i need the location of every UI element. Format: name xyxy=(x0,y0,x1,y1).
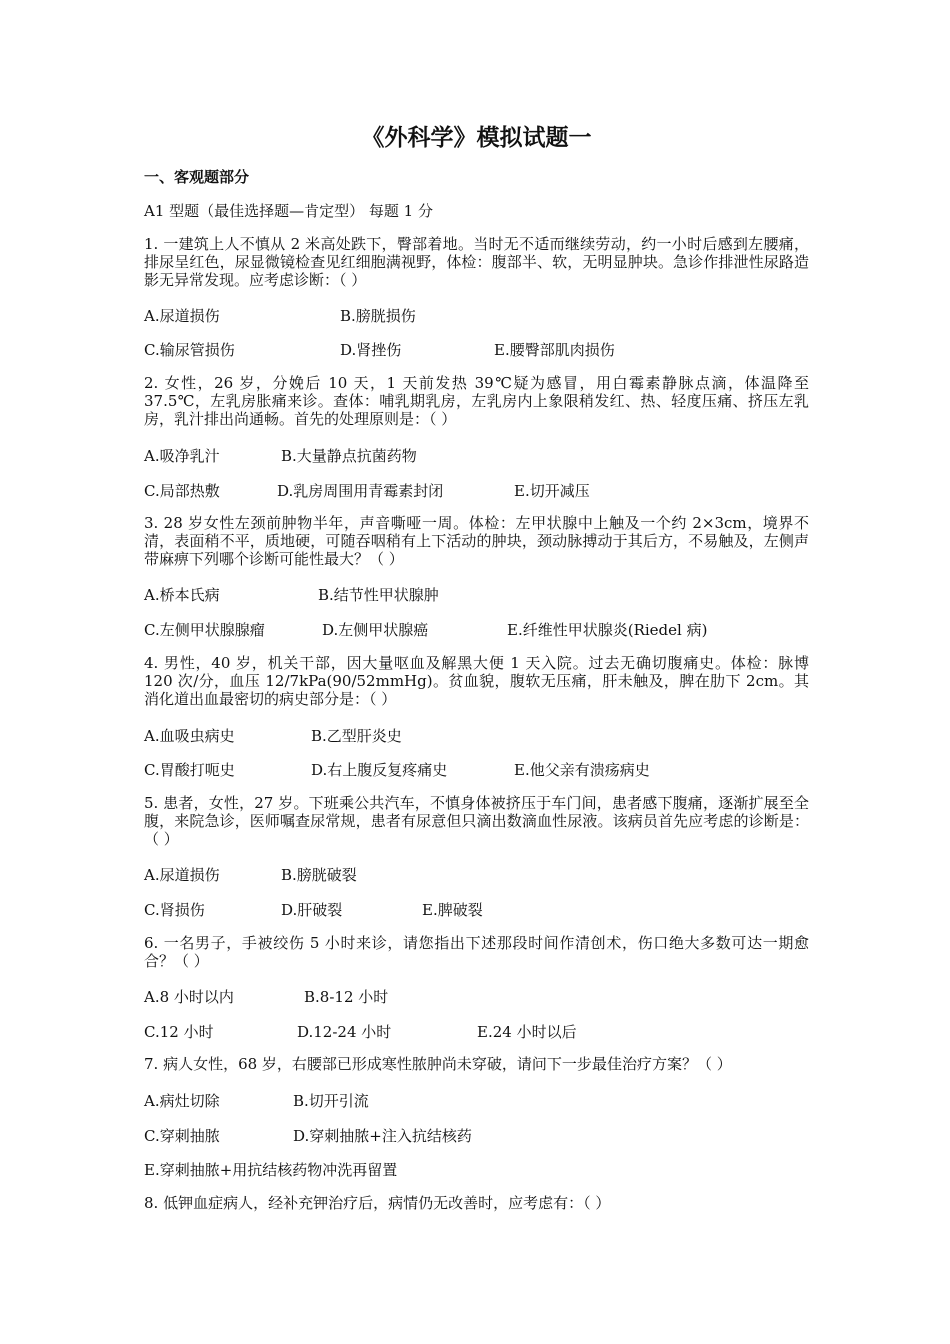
option-row xyxy=(144,480,809,500)
option: E.他父亲有溃疡病史 xyxy=(514,761,650,779)
option: C.12 小时 xyxy=(144,1023,214,1041)
option: B.大量静点抗菌药物 xyxy=(281,447,417,465)
option-row xyxy=(144,759,809,779)
option-row xyxy=(144,899,809,919)
option: E.切开减压 xyxy=(514,482,590,500)
option: B.结节性甲状腺肿 xyxy=(318,586,439,604)
option: D.乳房周围用青霉素封闭 xyxy=(277,482,444,500)
option: C.肾损伤 xyxy=(144,901,205,919)
option: E.24 小时以后 xyxy=(477,1023,577,1041)
option: A.尿道损伤 xyxy=(144,866,220,884)
option: A.8 小时以内 xyxy=(144,988,234,1006)
option: B.乙型肝炎史 xyxy=(311,727,402,745)
page-title: 《外科学》模拟试题一 xyxy=(361,125,592,151)
option-row xyxy=(144,305,809,325)
option: D.肝破裂 xyxy=(281,901,343,919)
option: C.左侧甲状腺腺瘤 xyxy=(144,621,265,639)
option-row xyxy=(144,584,809,604)
option: E.穿刺抽脓+用抗结核药物冲洗再留置 xyxy=(144,1161,398,1179)
option: C.穿刺抽脓 xyxy=(144,1127,220,1145)
option: D.12-24 小时 xyxy=(297,1023,392,1041)
option: A.吸净乳汁 xyxy=(144,447,220,465)
option-row xyxy=(144,1159,809,1179)
question-stem: 1. 一建筑上人不慎从 2 米高处跌下，臀部着地。当时无不适而继续劳动，约一小时后感到左腰痛，排尿呈红色，尿显微镜检查见红细胞满视野，体检：腹部半、软，无明显肿块。急诊作排泄性尿路造影无异常发现。应考虑诊断：（ ） xyxy=(144,235,809,289)
option-row xyxy=(144,986,809,1006)
question-stem: 7. 病人女性，68 岁，右腰部已形成寒性脓肿尚未穿破，请问下一步最佳治疗方案？（ ） xyxy=(144,1055,732,1073)
option: C.胃酸打呃史 xyxy=(144,761,235,779)
option: B.8-12 小时 xyxy=(304,988,389,1006)
question-stem: 5. 患者，女性，27 岁。下班乘公共汽车，不慎身体被挤压于车门间，患者感下腹痛，逐渐扩展至全腹，来院急诊，医师嘱查尿常规，患者有尿意但只滴出数滴血性尿液。该病员首先应考虑的诊断是：（ ） xyxy=(144,794,809,848)
question-stem: 3. 28 岁女性左颈前肿物半年，声音嘶哑一周。体检：左甲状腺中上触及一个约 2×3cm，境界不清，表面稍不平，质地硬，可随吞咽稍有上下活动的肿块，颈动脉搏动于其后方，不易触及，左侧声带麻痹下列哪个诊断可能性最大？（ ） xyxy=(144,514,809,568)
option: A.病灶切除 xyxy=(144,1092,220,1110)
option: D.肾挫伤 xyxy=(340,341,402,359)
option: C.输尿管损伤 xyxy=(144,341,235,359)
option-row xyxy=(144,339,809,359)
option: C.局部热敷 xyxy=(144,482,220,500)
option-row xyxy=(144,1125,809,1145)
question-stem: 4. 男性，40 岁，机关干部，因大量呕血及解黑大便 1 天入院。过去无确切腹痛史。体检：脉博 120 次/分，血压 12/7kPa(90/52mmHg)。贫血貌，腹软无压痛，肝未触及，脾在肋下 2cm。其消化道出血最密切的病史部分是：（ ） xyxy=(144,654,809,708)
option-row xyxy=(144,1090,809,1110)
option-row xyxy=(144,725,809,745)
question-stem: 2. 女性，26 岁，分娩后 10 天，1 天前发热 39℃疑为感冒，用白霉素静脉点滴，体温降至 37.5℃，左乳房胀痛来诊。查体：哺乳期乳房，左乳房内上象限稍发红、热、轻度压痛、挤压左乳房，乳汁排出尚通畅。首先的处理原则是：（ ） xyxy=(144,374,809,428)
option: A.桥本氏病 xyxy=(144,586,220,604)
section-heading: 一、客观题部分 xyxy=(144,168,250,186)
question-type-intro: A1 型题（最佳选择题—肯定型） 每题 1 分 xyxy=(144,202,433,220)
question-stem: 6. 一名男子，手被绞伤 5 小时来诊，请您指出下述那段时间作清创术，伤口绝大多数可达一期愈合？（ ） xyxy=(144,934,809,970)
option: A.尿道损伤 xyxy=(144,307,220,325)
option: E.纤维性甲状腺炎(Riedel 病) xyxy=(507,621,708,639)
option: E.腰臀部肌肉损伤 xyxy=(494,341,615,359)
option: D.右上腹反复疼痛史 xyxy=(311,761,448,779)
option-row xyxy=(144,864,809,884)
option: D.穿刺抽脓+注入抗结核药 xyxy=(293,1127,472,1145)
option: E.脾破裂 xyxy=(422,901,483,919)
option-row xyxy=(144,1021,809,1041)
option: D.左侧甲状腺癌 xyxy=(322,621,429,639)
option-row xyxy=(144,619,809,639)
option: B.切开引流 xyxy=(293,1092,369,1110)
option-row xyxy=(144,445,809,465)
option: B.膀胱破裂 xyxy=(281,866,357,884)
option: B.膀胱损伤 xyxy=(340,307,416,325)
option: A.血吸虫病史 xyxy=(144,727,235,745)
question-stem: 8. 低钾血症病人，经补充钾治疗后，病情仍无改善时，应考虑有：（ ） xyxy=(144,1194,611,1212)
